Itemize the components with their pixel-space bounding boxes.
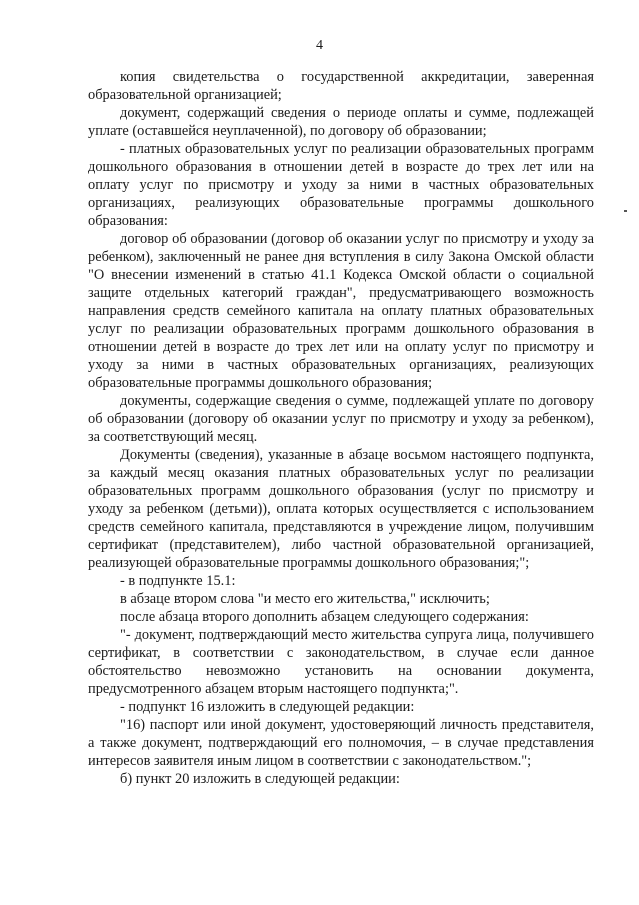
scan-mark	[624, 210, 627, 212]
document-body	[88, 68, 594, 788]
paragraph-12: "16) паспорт или иной документ, удостоверяющий личность представителя, а также документ, подтверждающий его полномочия, – в случае представления интересов заявителя иным лицом в соответствии с законодательством.";	[88, 717, 594, 769]
paragraph-3: - платных образовательных услуг по реализации образовательных программ дошкольного образования в отношении детей в возрасте до трех лет или на оплату услуг по присмотру и уходу за ними в частных образовательных организациях, реализующих образовательные программы дошкольного образования:	[88, 141, 594, 229]
paragraph-10: "- документ, подтверждающий место жительства супруга лица, получившего сертификат, в соответствии с законодательством, в случае если данное обстоятельство невозможно установить на основании документа, предусмотренного абзацем вторым настоящего подпункта;".	[88, 627, 594, 697]
paragraph-5: документы, содержащие сведения о сумме, подлежащей уплате по договору об образовании (договору об оказании услуг по присмотру и уходу за ребенком), за соответствующий месяц.	[88, 393, 594, 445]
paragraph-6: Документы (сведения), указанные в абзаце восьмом настоящего подпункта, за каждый месяц оказания платных образовательных услуг по реализации образовательных программ дошкольного образования (услуг по присмотру и уходу за ребенком (детьми)), оплата которых осуществляется с использованием средств семейного капитала, представляются в учреждение лицом, получившим сертификат (представителем), либо частной образовательной организацией, реализующей образовательные программы дошкольного образования;";	[88, 447, 594, 571]
paragraph-1: копия свидетельства о государственной аккредитации, заверенная образовательной организацией;	[88, 69, 594, 103]
paragraph-9: после абзаца второго дополнить абзацем следующего содержания:	[120, 609, 529, 625]
paragraph-8: в абзаце втором слова "и место его жительства," исключить;	[120, 591, 490, 607]
paragraph-4: договор об образовании (договор об оказании услуг по присмотру и уходу за ребенком), заключенный не ранее дня вступления в силу Закона Омской области "О внесении изменений в статью 41.1 Кодекса Омской области о социальной защите отдельных категорий граждан", предусматривающего возможность направления средств семейного капитала на оплату платных образовательных услуг по реализации образовательных программ дошкольного образования в отношении детей в возрасте до трех лет или на оплату услуг по присмотру и уходу за ними в частных образовательных организациях, реализующих образовательные программы дошкольного образования;	[88, 231, 594, 391]
page-number: 4	[316, 38, 323, 53]
paragraph-13: б) пункт 20 изложить в следующей редакции:	[120, 771, 400, 787]
paragraph-2: документ, содержащий сведения о периоде оплаты и сумме, подлежащей уплате (оставшейся неуплаченной), по договору об образовании;	[88, 105, 594, 139]
paragraph-11: - подпункт 16 изложить в следующей редакции:	[120, 699, 415, 715]
paragraph-7: - в подпункте 15.1:	[120, 573, 236, 589]
